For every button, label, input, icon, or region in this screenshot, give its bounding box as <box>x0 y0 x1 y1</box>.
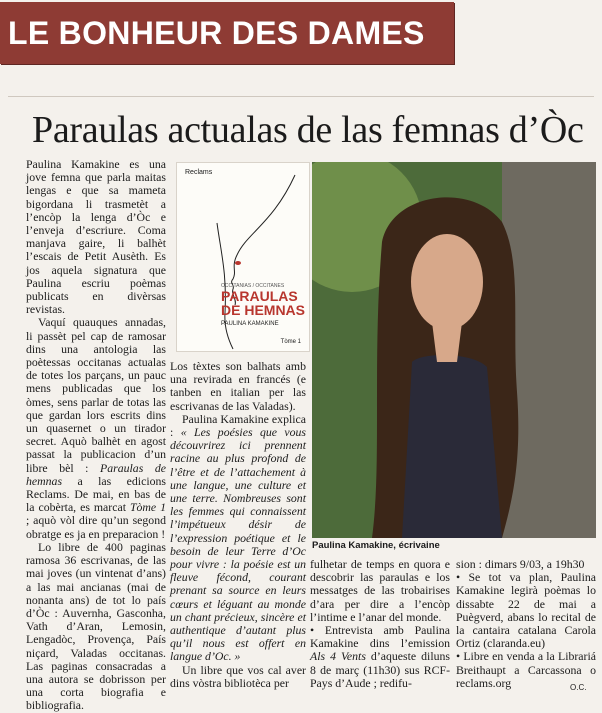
cover-publisher: Reclams <box>185 169 213 176</box>
cover-title-line: PARAULAS <box>221 288 298 304</box>
column-3 <box>310 558 450 690</box>
text: a las edicions Reclams. De mai, en bas de la cobèrta, es marcat <box>26 473 166 515</box>
paragraph: Un libre que vos cal aver dins vòstra bibliotèca per <box>170 662 306 690</box>
paragraph: Los tèxtes son balhats amb una revirada en francés (e tanben en italian per las escrivanas de las Valadas). <box>170 359 306 413</box>
book-title: Paraulas de hemnas <box>26 460 166 488</box>
text: • Entrevista amb Paulina Kamakine dins l’emission <box>310 623 450 651</box>
headline: Paraulas actualas de las femnas d’Òc <box>32 109 584 151</box>
text: Paulina Kamakine explica : <box>170 411 306 440</box>
book-volume: Tòme 1 <box>129 500 167 515</box>
column-1 <box>26 158 166 713</box>
divider <box>8 96 594 97</box>
cover-title-line: DE HEMNAS <box>221 302 306 318</box>
column-2 <box>170 360 306 690</box>
column-4 <box>456 558 596 690</box>
section-banner <box>0 2 454 64</box>
paragraph: sion : dimars 9/03, a 19h30 <box>456 557 585 571</box>
quote: « Les poésies que vous découvrirez ici prennent racine au plus profond de l’être et de l’attachement à une langue, une culture et une terre. Nombreuses sont les femmes qui connaissent l’impétueux désir de l’expression poétique et le besoin de leur Terre d’Oc pour vivre : la poésie est un fleuve fécond, courant prenant sa source en leurs cœurs et léguant au monde un chant précieux, sincère et authentique d’autant plus qu’il nous est offert en langue d’Oc. » <box>170 425 307 664</box>
paragraph <box>170 413 306 664</box>
cover-author: PAULINA KAMAKINE <box>221 321 279 327</box>
cover-title <box>221 289 305 317</box>
radio-show-title: Als 4 Vents <box>310 649 366 664</box>
section-banner-title: LE BONHEUR DES DAMES <box>8 15 425 51</box>
paragraph: fulhetar de temps en quora e descobrir las paraulas e los messatges de las trobairises d’ara per dire a l’encòp l’intime e l’anar del monde. <box>310 557 450 624</box>
paragraph: Lo libre de 400 paginas ramosa 36 escrivanas, de las mai joves (un vintenat d’ans) a las mai ancianas (mai de nonanta ans) de tot lo país d’Òc : Auvernha, Gasconha, Vath d’Aran, Lemosin, Lengadòc, Provença, País niçard, Valadas occitanas. Las paginas consacradas a una autora se dobrisson per una corta biografia e bibliografia. <box>26 539 166 713</box>
cover-tagline: OCCITANIAS / OCCITANES <box>221 283 285 289</box>
author-signature: O.C. <box>570 683 587 692</box>
paragraph <box>310 624 450 690</box>
photo-caption: Paulina Kamakine, écrivaine <box>312 540 440 551</box>
text: d’aqueste diluns 8 de març (11h30) sus RCF-Pays d’Aude ; redifu- <box>310 649 450 690</box>
book-cover <box>176 162 310 352</box>
paragraph: Paulina Kamakine es una jove femna que parla maitas lengas e que sa mameta bigordana li trasmetèt a l’encòp la lenga d’Òc e l’enveja d’escriure. Coma manjava gaire, li balhèt l’escais de Petit Ausèth. Es jos aquela signatura que Paulina escriu poèmas publicats en divèrsas revistas. <box>26 157 166 317</box>
paragraph: • Libre en venda a la Librariá Breithaupt a Carcassona o reclams.org <box>456 649 596 690</box>
cover-volume: Tòme 1 <box>280 339 301 345</box>
paragraph <box>26 316 166 540</box>
text: Vaquí quauques annadas, li passèt pel cap de ramosar dins una antologia las poètessas occitanas actualas de totes los parçans, un pauc mens publicadas que los òmes, sens parlar de totas las que gardan lors escrits dins un quasernet o un tirador secret. Aquò balhèt en agost passat la publicacion d’un libre bèl : <box>26 315 166 475</box>
author-photo <box>312 162 596 538</box>
text: ; aquò vòl dire qu’un segond obratge es ja en preparacion ! <box>26 513 166 541</box>
portrait-illustration <box>312 162 596 538</box>
paragraph: • Se tot va plan, Paulina Kamakine legirà poèmas lo dissabte 22 de mai a Puègverd, abans lo recital de la cantaira catalana Carola Ortiz (claranda.eu) <box>456 570 596 651</box>
